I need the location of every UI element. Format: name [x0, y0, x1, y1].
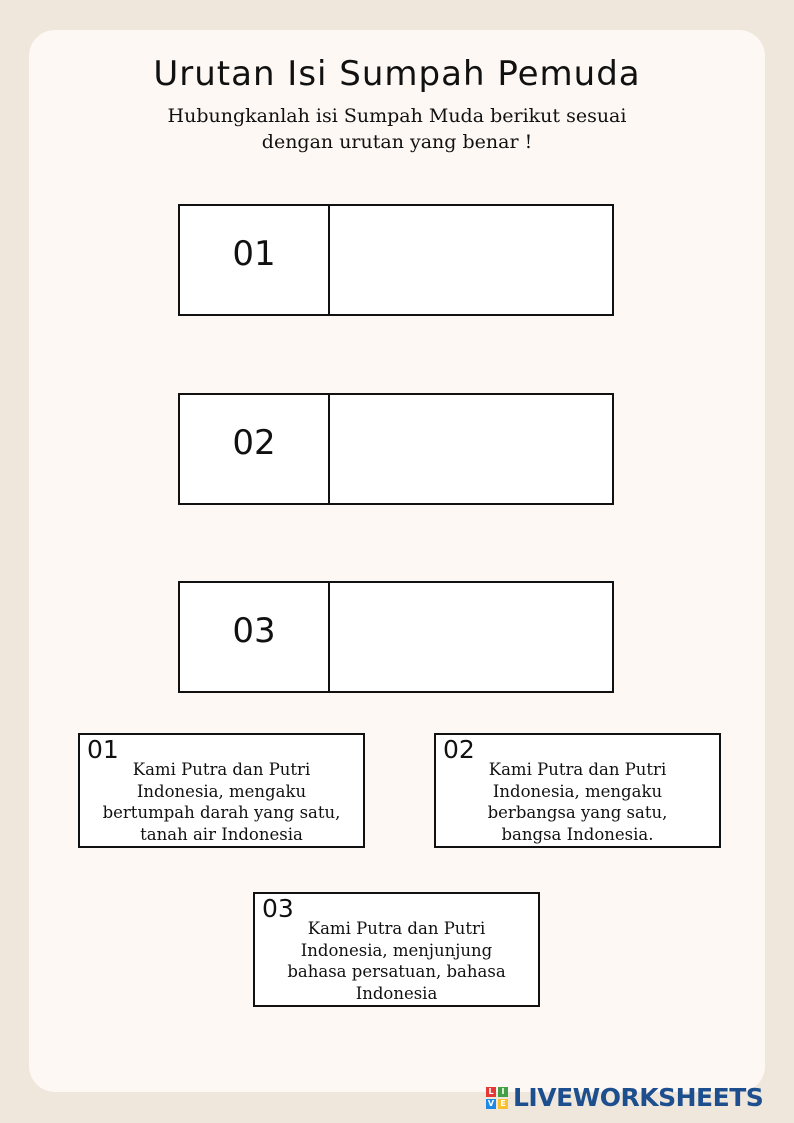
- instructions: [0, 103, 794, 155]
- statement-text-3: [265, 918, 528, 1004]
- answer-number-2: 02: [180, 395, 330, 503]
- statement-3-line-1: Kami Putra dan Putri: [307, 919, 486, 938]
- statement-text-1: [90, 759, 353, 845]
- answer-number-1: 01: [180, 206, 330, 314]
- answer-row-2: [178, 393, 614, 505]
- statement-number-3: 03: [262, 894, 294, 923]
- logo-letter-l: L: [486, 1087, 496, 1097]
- logo-letter-v: V: [487, 1098, 495, 1108]
- statement-card-2[interactable]: [434, 733, 721, 848]
- statement-1-line-3: bertumpah darah yang satu,: [102, 803, 341, 822]
- statement-2-line-2: Indonesia, mengaku: [492, 781, 663, 801]
- statement-2-line-4: bangsa Indonesia.: [501, 824, 654, 844]
- instructions-line-2: dengan urutan yang benar !: [261, 131, 533, 153]
- answer-row-3: [178, 581, 614, 693]
- statement-3-line-3: bahasa persatuan, bahasa: [287, 962, 506, 981]
- logo-mark-icon: [486, 1087, 508, 1109]
- logo-letter-i: I: [498, 1087, 508, 1097]
- answer-number-3: 03: [180, 583, 330, 691]
- statement-text-2: [446, 759, 709, 845]
- statement-2-line-1: Kami Putra dan Putri: [488, 760, 667, 779]
- statement-1-line-4: tanah air Indonesia: [140, 824, 303, 844]
- statement-card-3[interactable]: [253, 892, 540, 1007]
- statement-card-1[interactable]: [78, 733, 365, 848]
- liveworksheets-logo: [486, 1083, 763, 1112]
- answer-row-1: [178, 204, 614, 316]
- statement-number-1: 01: [87, 735, 119, 764]
- answer-drop-zone-3[interactable]: [330, 583, 612, 691]
- statement-3-line-4: Indonesia: [355, 983, 438, 1003]
- instructions-line-1: Hubungkanlah isi Sumpah Muda berikut sesuai: [167, 105, 627, 127]
- answer-drop-zone-2[interactable]: [330, 395, 612, 503]
- statement-number-2: 02: [443, 735, 475, 764]
- statement-2-line-3: berbangsa yang satu,: [487, 803, 668, 822]
- answer-drop-zone-1[interactable]: [330, 206, 612, 314]
- statement-1-line-2: Indonesia, mengaku: [136, 781, 307, 801]
- logo-letter-e: E: [498, 1099, 508, 1109]
- statement-3-line-2: Indonesia, menjunjung: [300, 940, 493, 960]
- statement-1-line-1: Kami Putra dan Putri: [132, 760, 311, 779]
- brand-name: LIVEWORKSHEETS: [513, 1083, 764, 1112]
- page-title: Urutan Isi Sumpah Pemuda: [153, 54, 641, 94]
